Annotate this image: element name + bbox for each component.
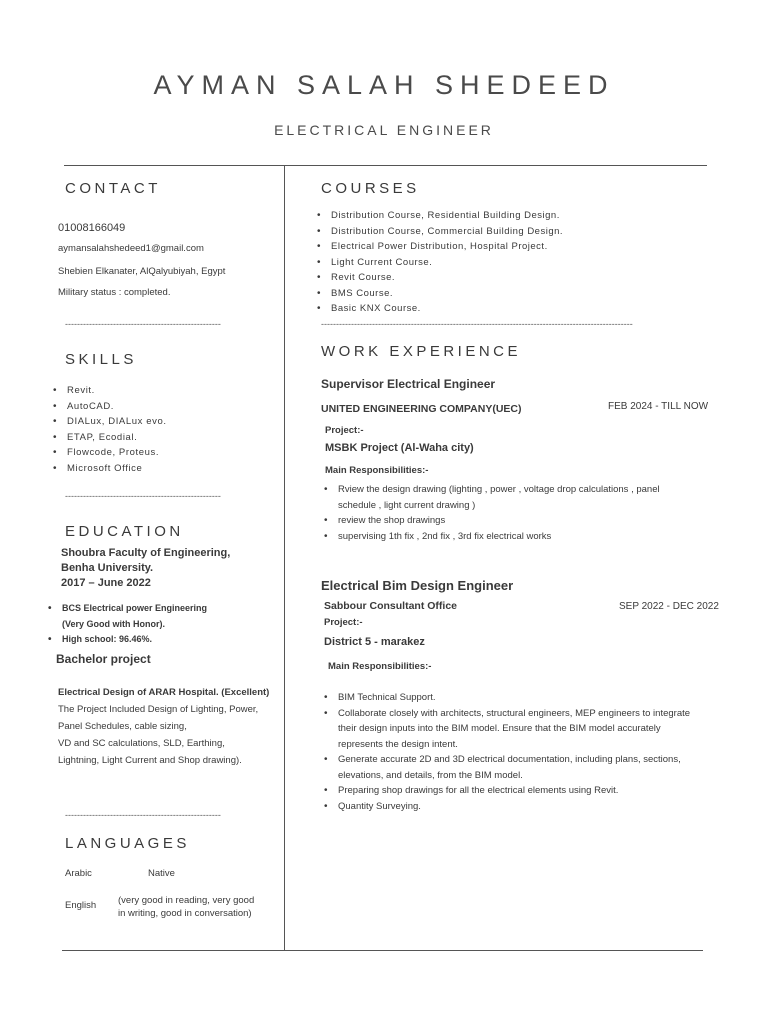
responsibilities-list (324, 482, 699, 544)
section-separator: -------------------------------------------------------------------------------------------------------- (321, 319, 633, 329)
list-item: • Collaborate closely with architects, structural engineers, MEP engineers to integrate their design inputs into the BIM model. Ensure that the BIM model accurately represents the design intent. (324, 706, 694, 753)
job-dates: FEB 2024 - TILL NOW (608, 401, 709, 412)
education-dates: 2017 – June 2022 (61, 577, 151, 589)
project-line: Panel Schedules, cable sizing, (58, 721, 187, 732)
candidate-name: AYMAN SALAH SHEDEED (153, 70, 615, 100)
list-item: • Distribution Course, Residential Building Design. (317, 208, 717, 224)
list-item: • DIALux, DIALux evo. (53, 414, 273, 430)
project-line: The Project Included Design of Lighting, Power, (58, 704, 259, 715)
job-dates: SEP 2022 - DEC 2022 (619, 601, 719, 612)
job-company: UNITED ENGINEERING COMPANY(UEC) (321, 403, 522, 415)
language-english-level: (very good in reading, very good in writing, good in conversation) (118, 895, 255, 919)
work-experience-heading: WORK EXPERIENCE (321, 343, 522, 360)
list-item: • AutoCAD. (53, 399, 273, 415)
bachelor-project-details (58, 684, 283, 769)
university-name: Benha University. (61, 562, 154, 574)
languages-heading: LANGUAGES (65, 835, 190, 852)
contact-heading: CONTACT (65, 180, 161, 197)
job-role: Supervisor Electrical Engineer (321, 377, 496, 391)
list-item: • Distribution Course, Commercial Building Design. (317, 224, 717, 240)
list-item: • Revit. (53, 383, 273, 399)
job-title: ELECTRICAL ENGINEER (274, 122, 494, 138)
list-item: • Quantity Surveying. (324, 799, 694, 815)
list-item: • Basic KNX Course. (317, 301, 717, 317)
list-item: • BIM Technical Support. (324, 690, 694, 706)
courses-heading: COURSES (321, 180, 420, 197)
language-arabic-level: Native (148, 868, 175, 879)
project-name: District 5 - marakez (324, 636, 425, 648)
project-title: Electrical Design of ARAR Hospital. (Excellent) (58, 687, 270, 698)
list-item: • BCS Electrical power Engineering (Very Good with Honor). (48, 601, 278, 632)
responsibilities-list (324, 690, 694, 814)
education-list (48, 601, 278, 648)
list-item: • Flowcode, Proteus. (53, 445, 273, 461)
list-item: • supervising 1th fix , 2nd fix , 3rd fix electrical works (324, 529, 699, 545)
email-address: aymansalahshedeed1@gmail.com (58, 243, 204, 254)
section-separator: ---------------------------------------------------- (65, 491, 221, 501)
list-item: • Rview the design drawing (lighting , power , voltage drop calculations , panel schedule , light current drawing ) (324, 482, 699, 513)
list-item: • ETAP, Ecodial. (53, 430, 273, 446)
military-status: Military status : completed. (58, 287, 171, 298)
list-item: • Light Current Course. (317, 255, 717, 271)
project-line: Lightning, Light Current and Shop drawing). (58, 755, 242, 766)
job-role: Electrical Bim Design Engineer (321, 578, 514, 593)
list-item: • Revit Course. (317, 270, 717, 286)
school-name: Shoubra Faculty of Engineering, (61, 547, 231, 559)
list-item: • Microsoft Office (53, 461, 273, 477)
list-item: • review the shop drawings (324, 513, 699, 529)
skills-heading: SKILLS (65, 351, 137, 368)
skills-list (53, 383, 273, 476)
phone-number: 01008166049 (58, 222, 126, 234)
top-divider (64, 165, 707, 166)
project-label: Project:- (325, 425, 364, 436)
project-name: MSBK Project (Al-Waha city) (325, 442, 474, 454)
list-item: • Generate accurate 2D and 3D electrical documentation, including plans, sections, elevations, and details, from the BIM model. (324, 752, 694, 783)
project-line: VD and SC calculations, SLD, Earthing, (58, 738, 225, 749)
home-address: Shebien Elkanater, AlQalyubiyah, Egypt (58, 266, 226, 277)
responsibilities-label: Main Responsibilities:- (328, 661, 432, 672)
job-company: Sabbour Consultant Office (324, 600, 458, 612)
language-arabic: Arabic (65, 868, 92, 879)
education-heading: EDUCATION (65, 523, 184, 540)
list-item: • BMS Course. (317, 286, 717, 302)
list-item: • Preparing shop drawings for all the electrical elements using Revit. (324, 783, 694, 799)
column-divider (284, 165, 285, 951)
responsibilities-label: Main Responsibilities:- (325, 465, 429, 476)
courses-list (317, 208, 717, 317)
language-english: English (65, 900, 97, 911)
section-separator: ---------------------------------------------------- (65, 810, 221, 820)
bottom-divider (62, 950, 703, 951)
list-item: • High school: 96.46%. (48, 632, 278, 648)
project-label: Project:- (324, 617, 363, 628)
list-item: • Electrical Power Distribution, Hospital Project. (317, 239, 717, 255)
section-separator: ---------------------------------------------------- (65, 319, 221, 329)
bachelor-project-heading: Bachelor project (56, 652, 151, 666)
